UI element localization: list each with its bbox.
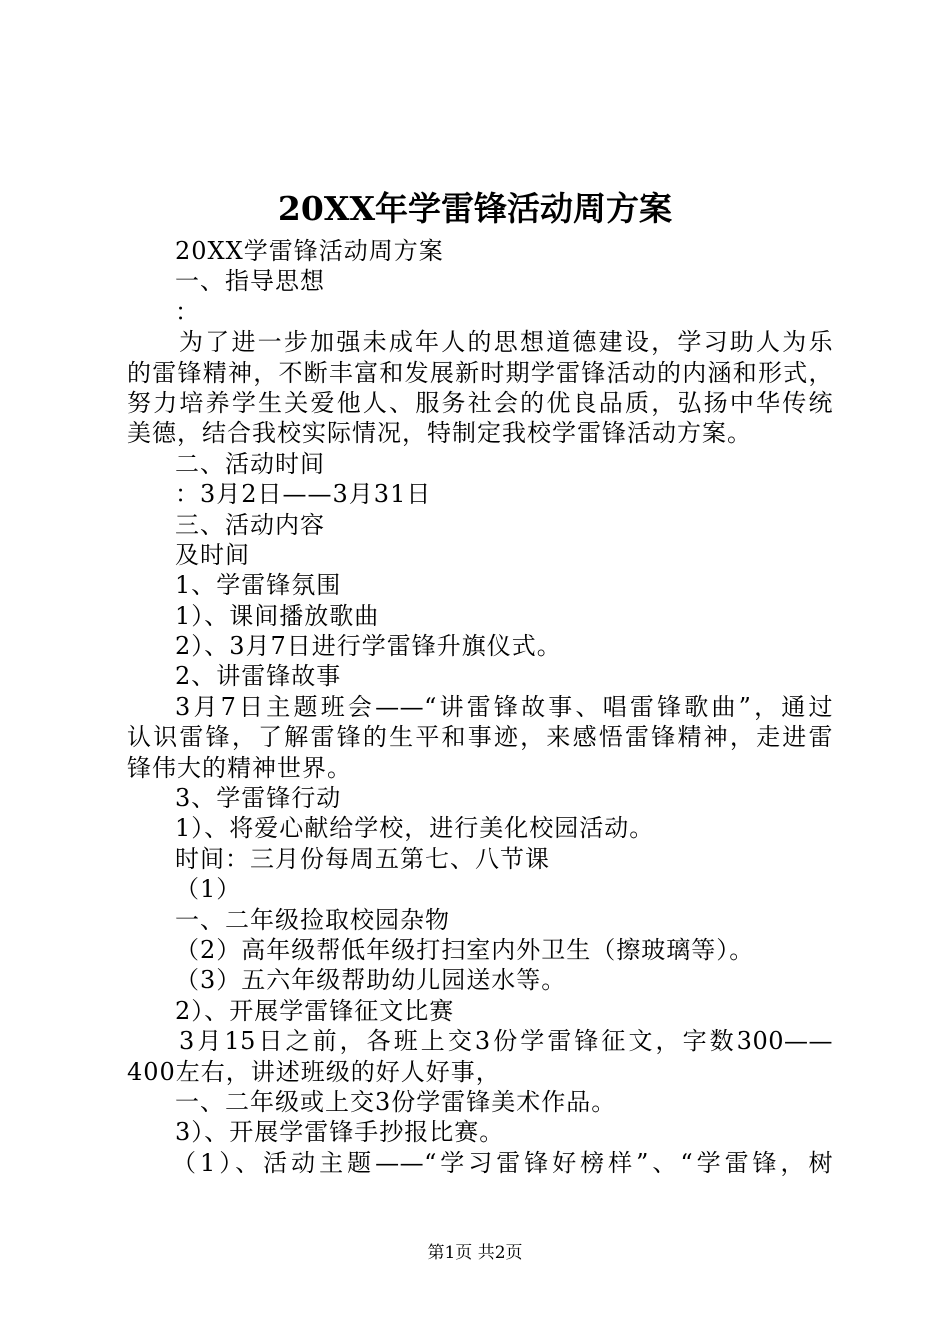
list-item: 1）、课间播放歌曲: [175, 601, 380, 630]
list-item: 一、二年级捡取校园杂物: [175, 905, 450, 934]
list-item: （1）、活动主题——“学习雷锋好榜样”、“学雷锋，树: [172, 1148, 833, 1177]
body-line: ：: [175, 297, 200, 326]
list-item: （1）: [175, 875, 242, 904]
subsection-heading: 3、学雷锋行动: [175, 784, 342, 813]
page-number: 第1页 共2页: [427, 1243, 523, 1263]
paragraph-line: 努力培养学生关爱他人、服务社会的优良品质，弘扬中华传统: [127, 388, 833, 417]
list-item: 3）、开展学雷锋手抄报比赛。: [175, 1118, 505, 1147]
paragraph-line: 美德，结合我校实际情况，特制定我校学雷锋活动方案。: [127, 419, 752, 448]
paragraph-line: 锋伟大的精神世界。: [127, 753, 352, 782]
section-heading: 三、活动内容: [175, 510, 325, 539]
list-item: 2）、开展学雷锋征文比赛: [175, 996, 455, 1025]
paragraph-line: 的雷锋精神，不断丰富和发展新时期学雷锋活动的内涵和形式，: [127, 358, 833, 387]
paragraph-line: 3月7日主题班会——“讲雷锋故事、唱雷锋歌曲”，通过: [175, 692, 833, 721]
body-line: 及时间: [175, 540, 250, 569]
document-title: 20XX年学雷锋活动周方案: [277, 189, 673, 228]
body-line: 时间：三月份每周五第七、八节课: [175, 844, 550, 873]
subsection-heading: 2、讲雷锋故事: [175, 662, 342, 691]
subsection-heading: 1、学雷锋氛围: [175, 571, 342, 600]
body-line: 20XX学雷锋活动周方案: [175, 237, 444, 265]
list-item: （2）高年级帮低年级打扫室内外卫生（擦玻璃等）。: [175, 935, 755, 964]
list-item: 2）、3月7日进行学雷锋升旗仪式。: [175, 632, 562, 661]
list-item: （3）五六年级帮助幼儿园送水等。: [175, 966, 567, 995]
paragraph-line: 为了进一步加强未成年人的思想道德建设，学习助人为乐: [179, 328, 833, 357]
paragraph-line: 认识雷锋，了解雷锋的生平和事迹，来感悟雷锋精神，走进雷: [127, 723, 833, 752]
section-heading: 一、指导思想: [175, 267, 325, 296]
list-item: 1）、将爱心献给学校，进行美化校园活动。: [175, 814, 655, 843]
paragraph-line: 400左右，讲述班级的好人好事，: [127, 1057, 501, 1086]
document-body: [127, 236, 833, 1178]
paragraph-line: 3月15日之前，各班上交3份学雷锋征文，字数300——: [179, 1027, 833, 1056]
body-line: ：3月2日——3月31日: [175, 480, 432, 509]
body-line: 一、二年级或上交3份学雷锋美术作品。: [175, 1087, 617, 1116]
section-heading: 二、活动时间: [175, 449, 325, 478]
